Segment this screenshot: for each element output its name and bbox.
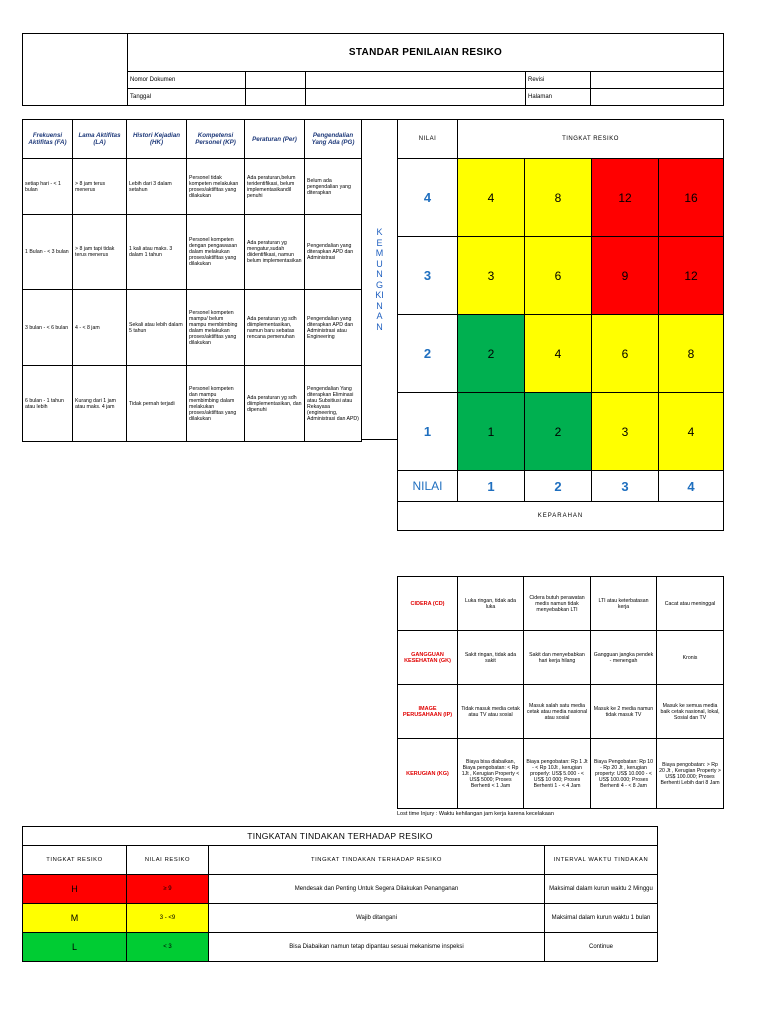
likelihood-criteria-table — [22, 119, 362, 442]
criteria-cell: Ada peraturan yg sdh diimplementasikan, namun baru sebatas rencana pemenuhan — [245, 290, 305, 366]
severity-value: 1 — [458, 471, 525, 502]
criteria-cell: Personel tidak kompeten melakukan proses/aktifitas yang dilakukan — [187, 159, 245, 215]
risk-value: 3 - <9 — [127, 904, 209, 933]
matrix-nilai-header: NILAI — [398, 120, 458, 159]
risk-action: Wajib ditangani — [209, 904, 545, 933]
criteria-cell: Pengendalian Yang diterapkan Eliminasi atau Subsitiusi atau Rekayasa (engineering, Administrasi dan APD) — [305, 366, 362, 442]
consequence-category: CIDERA (CD) — [398, 577, 458, 631]
criteria-cell: > 8 jam terus menerus — [73, 159, 127, 215]
tanggal-label: Tanggal — [128, 89, 246, 106]
consequence-cell: Masuk salah satu media cetak atau media nasional atau sosial — [524, 685, 591, 739]
likelihood-value: 2 — [398, 315, 458, 393]
criteria-row — [23, 215, 362, 290]
criteria-header: Frekuensi Aktifitas (FA) — [23, 120, 73, 159]
logo-box — [23, 34, 128, 106]
risk-level: H — [23, 875, 127, 904]
consequence-cell: Luka ringan, tidak ada luka — [458, 577, 524, 631]
risk-cell: 9 — [592, 237, 659, 315]
likelihood-value: 1 — [398, 393, 458, 471]
risk-level: L — [23, 933, 127, 962]
risk-cell: 2 — [458, 315, 525, 393]
risk-action-table — [22, 826, 658, 962]
criteria-cell: Sekali atau lebih dalam 5 tahun — [127, 290, 187, 366]
kemungkinan-axis — [362, 119, 397, 440]
consequence-category: IMAGE PERUSAHAAN (IP) — [398, 685, 458, 739]
likelihood-value: 4 — [398, 159, 458, 237]
risk-cell: 8 — [525, 159, 592, 237]
criteria-cell: Ada peraturan yg sdh diimplementasikan, dan dipenuhi — [245, 366, 305, 442]
consequence-row — [398, 577, 724, 631]
matrix-nilai-footer: NILAI — [398, 471, 458, 502]
criteria-cell: setiap hari - < 1 bulan — [23, 159, 73, 215]
action-header: TINGKAT RESIKO — [23, 846, 127, 875]
revisi-label: Revisi — [526, 72, 591, 89]
consequence-row — [398, 739, 724, 809]
risk-cell: 6 — [592, 315, 659, 393]
consequence-cell: Cacat atau meninggal — [657, 577, 724, 631]
document-title: STANDAR PENILAIAN RESIKO — [128, 34, 724, 72]
risk-cell: 12 — [659, 237, 724, 315]
criteria-row — [23, 159, 362, 215]
keparahan-label: KEPARAHAN — [398, 502, 724, 531]
action-row — [23, 875, 658, 904]
action-row — [23, 904, 658, 933]
criteria-cell: Pengendalian yang diterapkan APD dan Administrasi — [305, 215, 362, 290]
halaman-value — [591, 89, 724, 106]
criteria-cell: 1 Bulan - < 3 bulan — [23, 215, 73, 290]
nomor-dokumen-label: Nomor Dokumen — [128, 72, 246, 89]
severity-consequence-table — [397, 576, 724, 809]
criteria-row — [23, 290, 362, 366]
action-table-title: TINGKATAN TINDAKAN TERHADAP RESIKO — [23, 827, 658, 846]
consequence-cell: Biaya pengobatan: Rp 1 Jt - < Rp 10Jt , kerugian properly: US$ 5.000 - < US$ 10 000; Proses Berhenti 1 - < 4 Jam — [524, 739, 591, 809]
criteria-cell: Pengendalian yang diterapkan APD dan Administrasi atau Engineering — [305, 290, 362, 366]
risk-cell: 4 — [525, 315, 592, 393]
criteria-header: Peraturan (Per) — [245, 120, 305, 159]
tanggal-value — [246, 89, 306, 106]
consequence-cell: Masuk ke 2 media namun tidak masuk TV — [591, 685, 657, 739]
severity-value: 2 — [525, 471, 592, 502]
criteria-cell: 1 kali atau maks. 3 dalam 1 tahun — [127, 215, 187, 290]
tanggal-extra — [306, 89, 526, 106]
consequence-cell: Biaya bisa diabaikan, Biaya pengobatan: < Rp 1Jt , Kerugian Property < US$ 5000; Proses Berhenti < 1 Jam — [458, 739, 524, 809]
criteria-header: Kompetensi Personel (KP) — [187, 120, 245, 159]
revisi-value — [591, 72, 724, 89]
criteria-header-row — [23, 120, 362, 159]
kemungkinan-label: KEMUNGKINAN — [375, 227, 384, 332]
criteria-cell: Personel kompeten dan mampu membimbing dalam melakukan proses/aktifitas yang dilakukan — [187, 366, 245, 442]
action-header: NILAI RESIKO — [127, 846, 209, 875]
consequence-cell: Tidak masuk media cetak atau TV atau sosial — [458, 685, 524, 739]
risk-action: Mendesak dan Penting Untuk Segera Dilakukan Penanganan — [209, 875, 545, 904]
consequence-category: GANGGUAN KESEHATAN (GK) — [398, 631, 458, 685]
criteria-cell: Lebih dari 3 dalam setahun — [127, 159, 187, 215]
criteria-header: Pengendalian Yang Ada (PG) — [305, 120, 362, 159]
action-header: TINGKAT TINDAKAN TERHADAP RESIKO — [209, 846, 545, 875]
action-interval: Maksimal dalam kurun waktu 2 Minggu — [545, 875, 658, 904]
consequence-cell: Cidera butuh perawatan medis namun tidak menyebabkan LTI — [524, 577, 591, 631]
criteria-cell: Kurang dari 1 jam atau maks. 4 jam — [73, 366, 127, 442]
criteria-cell: Belum ada pengendalian yang diterapkan — [305, 159, 362, 215]
criteria-cell: Tidak pernah terjadi — [127, 366, 187, 442]
risk-cell: 1 — [458, 393, 525, 471]
criteria-cell: > 8 jam tapi tidak terus menerus — [73, 215, 127, 290]
risk-action: Bisa Diabaikan namun tetap dipantau sesuai mekanisme inspeksi — [209, 933, 545, 962]
criteria-cell: 3 bulan - < 6 bulan — [23, 290, 73, 366]
criteria-cell: Personel kompeten dengan pengawasan dalam melakukan proses/aktifitas yang dilakukan — [187, 215, 245, 290]
consequence-cell: Biaya pengobatan: > Rp 20 Jt , Kerugian Property > US$ 100.000; Proses Berhenti Lebih dari 8 Jam — [657, 739, 724, 809]
criteria-cell: Personel kompeten mampu/ belum mampu membimbing dalam melakukan proses/aktifitas yang dilakukan — [187, 290, 245, 366]
risk-cell: 2 — [525, 393, 592, 471]
halaman-label: Halaman — [526, 89, 591, 106]
risk-cell: 4 — [458, 159, 525, 237]
consequence-cell: LTI atau keterbatasan kerja — [591, 577, 657, 631]
document-header — [22, 33, 724, 106]
consequence-row — [398, 685, 724, 739]
risk-cell: 12 — [592, 159, 659, 237]
action-interval: Continue — [545, 933, 658, 962]
criteria-header: Histori Kejadian (HK) — [127, 120, 187, 159]
risk-matrix — [397, 119, 724, 531]
consequence-category: KERUGIAN (KG) — [398, 739, 458, 809]
criteria-cell: Ada peraturan yg mengatur,sudah diidentifikasi, namun belum implementasikan — [245, 215, 305, 290]
consequence-cell: Masuk ke semua media baik cetak nasional, lokal, Sosial dan TV — [657, 685, 724, 739]
action-header-row — [23, 846, 658, 875]
action-interval: Maksimal dalam kurun waktu 1 bulan — [545, 904, 658, 933]
nomor-dokumen-value — [246, 72, 306, 89]
matrix-tingkat-header: TINGKAT RESIKO — [458, 120, 724, 159]
likelihood-value: 3 — [398, 237, 458, 315]
action-row — [23, 933, 658, 962]
consequence-cell: Sakit dan menyebabkan hari kerja hilang — [524, 631, 591, 685]
risk-cell: 3 — [458, 237, 525, 315]
consequence-cell: Sakit ringan, tidak ada sakit — [458, 631, 524, 685]
risk-value: < 3 — [127, 933, 209, 962]
risk-value: ≥ 9 — [127, 875, 209, 904]
lti-note: Lost time Injury : Waktu kehilangan jam kerja karena kecelakaan — [397, 811, 554, 817]
criteria-header: Lama Aktifitas (LA) — [73, 120, 127, 159]
consequence-cell: Kronis — [657, 631, 724, 685]
criteria-row — [23, 366, 362, 442]
risk-cell: 16 — [659, 159, 724, 237]
criteria-cell: 4 - < 8 jam — [73, 290, 127, 366]
consequence-cell: Biaya Pengobatan: Rp 10 - Rp 20 Jt , kerugian property: US$ 10.000 - < US$ 100.000; Proses Berhenti 4 - < 8 Jam — [591, 739, 657, 809]
risk-cell: 6 — [525, 237, 592, 315]
consequence-row — [398, 631, 724, 685]
risk-cell: 4 — [659, 393, 724, 471]
action-header: INTERVAL WAKTU TINDAKAN — [545, 846, 658, 875]
criteria-cell: 6 bulan - 1 tahun atau lebih — [23, 366, 73, 442]
severity-value: 4 — [659, 471, 724, 502]
risk-level: M — [23, 904, 127, 933]
risk-cell: 8 — [659, 315, 724, 393]
severity-value: 3 — [592, 471, 659, 502]
criteria-cell: Ada peraturan,belum teridentifikasi, belum implementasikandiI penuhi — [245, 159, 305, 215]
nomor-dokumen-extra — [306, 72, 526, 89]
consequence-cell: Gangguan jangka pendek - menengah — [591, 631, 657, 685]
risk-cell: 3 — [592, 393, 659, 471]
